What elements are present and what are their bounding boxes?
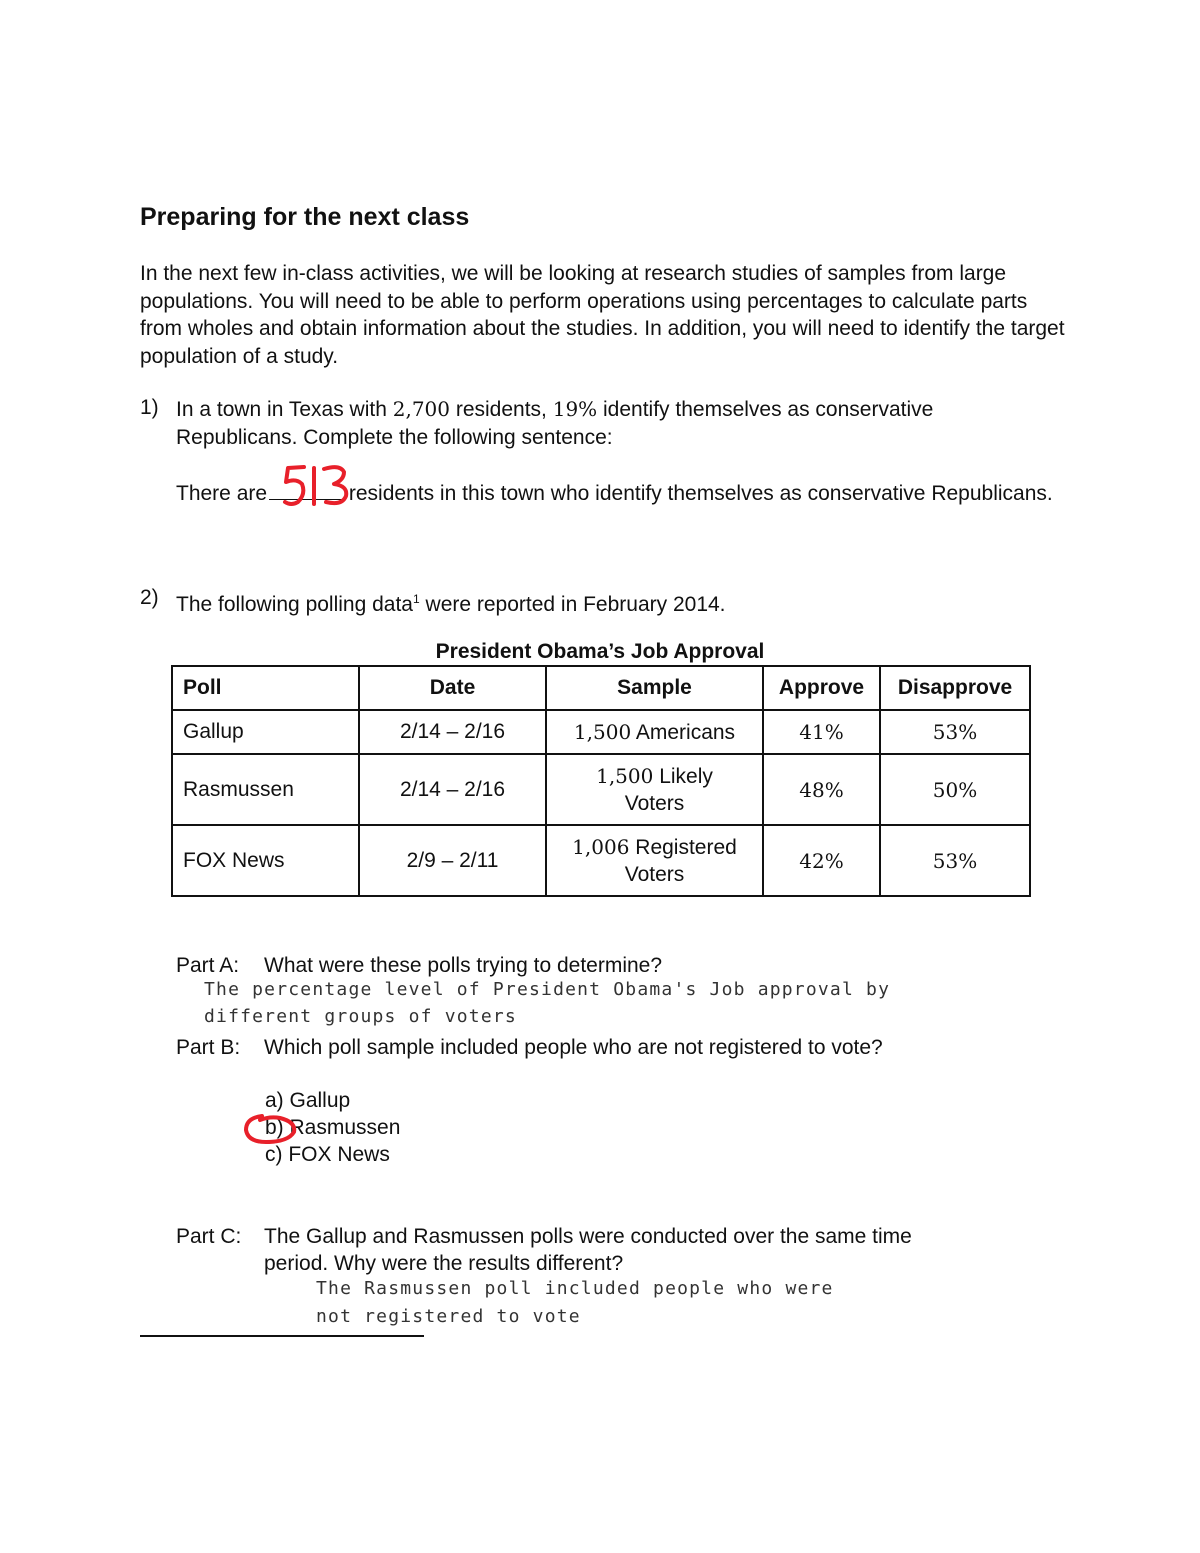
header-sample: Sample bbox=[546, 666, 763, 710]
part-b-question: Which poll sample included people who are not registered to vote? bbox=[264, 1036, 883, 1059]
table-row bbox=[172, 710, 1030, 754]
table-row bbox=[172, 754, 1030, 825]
cell-date: 2/9 – 2/11 bbox=[359, 825, 546, 896]
part-a-question: What were these polls trying to determine? bbox=[264, 954, 663, 977]
cell-disapprove: 53% bbox=[880, 710, 1030, 754]
option-a[interactable]: a) Gallup bbox=[265, 1089, 351, 1112]
question-1-number: 1) bbox=[140, 396, 159, 419]
cell-approve: 42% bbox=[763, 825, 880, 896]
cell-approve: 48% bbox=[763, 754, 880, 825]
cell-disapprove: 53% bbox=[880, 825, 1030, 896]
question-1-sentence: There are residents in this town who identify themselves as conservative Republicans. bbox=[176, 477, 1056, 508]
question-2-number: 2) bbox=[140, 586, 159, 609]
cell-sample: 1,500 Americans bbox=[546, 710, 763, 754]
option-b[interactable]: b) Rasmussen bbox=[265, 1116, 401, 1139]
table-row bbox=[172, 825, 1030, 896]
header-approve: Approve bbox=[763, 666, 880, 710]
part-a-answer-line1: The percentage level of President Obama's Job approval by bbox=[204, 979, 891, 1000]
page-title: Preparing for the next class bbox=[140, 203, 470, 231]
header-disapprove: Disapprove bbox=[880, 666, 1030, 710]
cell-disapprove: 50% bbox=[880, 754, 1030, 825]
footnote-mark: 1 bbox=[413, 592, 420, 606]
part-a-label: Part A: bbox=[176, 954, 240, 977]
cell-date: 2/14 – 2/16 bbox=[359, 754, 546, 825]
intro-paragraph: In the next few in-class activities, we will be looking at research studies of samples from large populations. You will need to be able to perform operations using percentages to calculate parts from wholes and obtain information about the studies. In addition, you will need to identify the target population of a study. bbox=[140, 262, 1065, 368]
option-c[interactable]: c) FOX News bbox=[265, 1143, 390, 1166]
percent-conservative: 19% bbox=[552, 397, 598, 421]
part-c-question-line2: period. Why were the results different? bbox=[264, 1252, 624, 1275]
cell-poll: FOX News bbox=[172, 825, 359, 896]
part-c-answer-line2: not registered to vote bbox=[316, 1306, 581, 1327]
part-c-question-line1: The Gallup and Rasmussen polls were conducted over the same time bbox=[264, 1225, 912, 1248]
cell-poll: Gallup bbox=[172, 710, 359, 754]
part-c-label: Part C: bbox=[176, 1225, 242, 1248]
table-header-row bbox=[172, 666, 1030, 710]
cell-approve: 41% bbox=[763, 710, 880, 754]
cell-sample: 1,006 Registered Voters bbox=[546, 825, 763, 896]
table-caption: President Obama’s Job Approval bbox=[435, 640, 765, 663]
cell-sample: 1,500 Likely Voters bbox=[546, 754, 763, 825]
cell-poll: Rasmussen bbox=[172, 754, 359, 825]
part-a-answer-line2: different groups of voters bbox=[204, 1006, 517, 1027]
poll-table bbox=[171, 665, 1031, 897]
question-1-text: In a town in Texas with 2,700 residents, 19% identify themselves as conservative Republicans. Complete the following sentence: bbox=[176, 397, 934, 449]
header-date: Date bbox=[359, 666, 546, 710]
header-poll: Poll bbox=[172, 666, 359, 710]
cell-date: 2/14 – 2/16 bbox=[359, 710, 546, 754]
handwritten-answer-513 bbox=[282, 462, 354, 508]
selection-circle-mark bbox=[242, 1112, 300, 1148]
part-c-answer-line1: The Rasmussen poll included people who were bbox=[316, 1278, 834, 1299]
residents-count: 2,700 bbox=[392, 397, 450, 421]
part-b-label: Part B: bbox=[176, 1036, 241, 1059]
question-2-text: The following polling data$^1$ were reported in February 2014. bbox=[176, 592, 726, 616]
footnote-separator bbox=[140, 1335, 424, 1337]
